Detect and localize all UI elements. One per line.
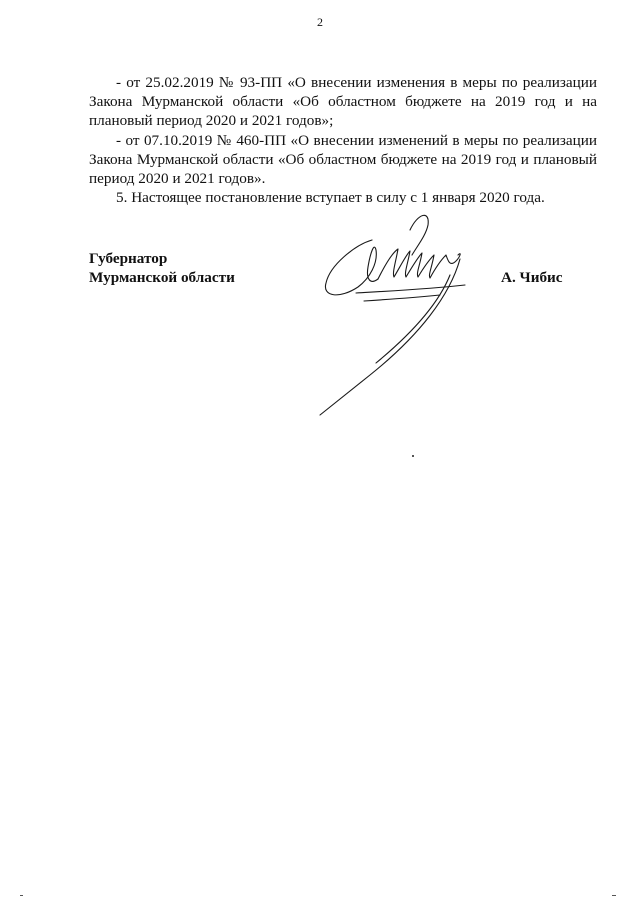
scan-speck [612,895,616,896]
paragraph-amendment-460pp: - от 07.10.2019 № 460-ПП «О внесении изменений в меры по реализации Закона Мурманской области «Об областном бюджете на 2019 год и плановый период 2020 и 2021 годов». [89,131,597,188]
scan-speck [20,895,23,896]
signatory-position [89,249,235,287]
position-region: Мурманской области [89,269,235,287]
paragraph-amendment-93pp: - от 25.02.2019 № 93-ПП «О внесении изменения в меры по реализации Закона Мурманской области «Об областном бюджете на 2019 год и на плановый период 2020 и 2021 годов»; [89,74,597,130]
handwritten-signature-icon [300,205,490,425]
scan-speck [412,455,414,457]
signatory-name: А. Чибис [501,269,563,286]
document-body [89,73,597,207]
position-title: Губернатор [89,250,168,267]
page-number: 2 [317,15,323,29]
paragraph-effective-date: 5. Настоящее постановление вступает в силу с 1 января 2020 года. [116,189,545,207]
